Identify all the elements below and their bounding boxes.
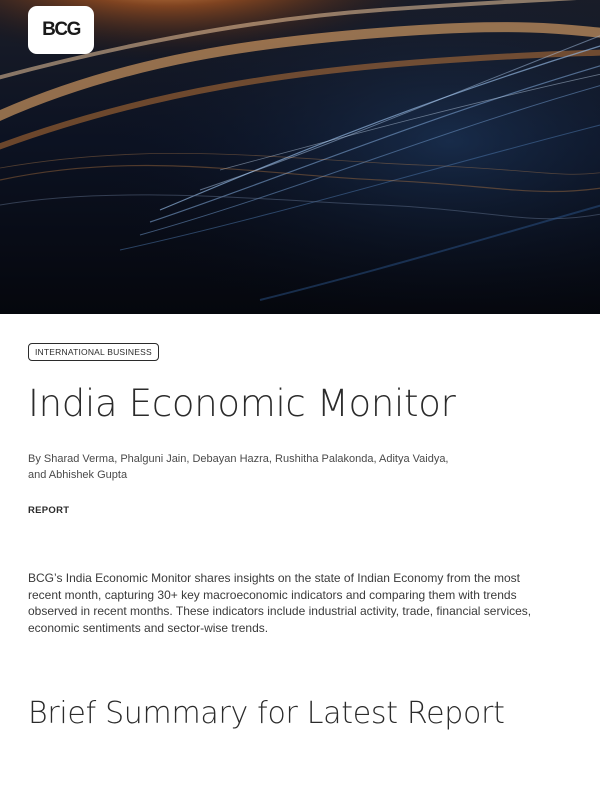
description-line: observed in recent months. These indicators include industrial activity, trade, financial services,: [28, 604, 532, 618]
description-line: economic sentiments and sector-wise trends.: [28, 620, 269, 635]
author-byline-line: and Abhishek Gupta: [28, 469, 128, 481]
category-tag[interactable]: INTERNATIONAL BUSINESS: [28, 343, 159, 361]
description-line: BCG’s India Economic Monitor shares insights on the state of Indian Economy from the most: [28, 571, 521, 585]
page-title: India Economic Monitor: [28, 382, 456, 425]
bcg-logo-text: BCG: [42, 19, 80, 40]
section-heading: Brief Summary for Latest Report: [28, 696, 505, 731]
description-line: recent month, capturing 30+ key macroeconomic indicators and comparing them with trends: [28, 587, 517, 602]
author-byline: [28, 451, 468, 483]
bcg-logo[interactable]: [28, 6, 94, 54]
report-description: [28, 570, 578, 636]
hero-image: [0, 0, 600, 314]
author-byline-line: By Sharad Verma, Phalguni Jain, Debayan Hazra, Rushitha Palakonda, Aditya Vaidya,: [28, 453, 449, 465]
content-type-label: REPORT: [28, 505, 70, 516]
